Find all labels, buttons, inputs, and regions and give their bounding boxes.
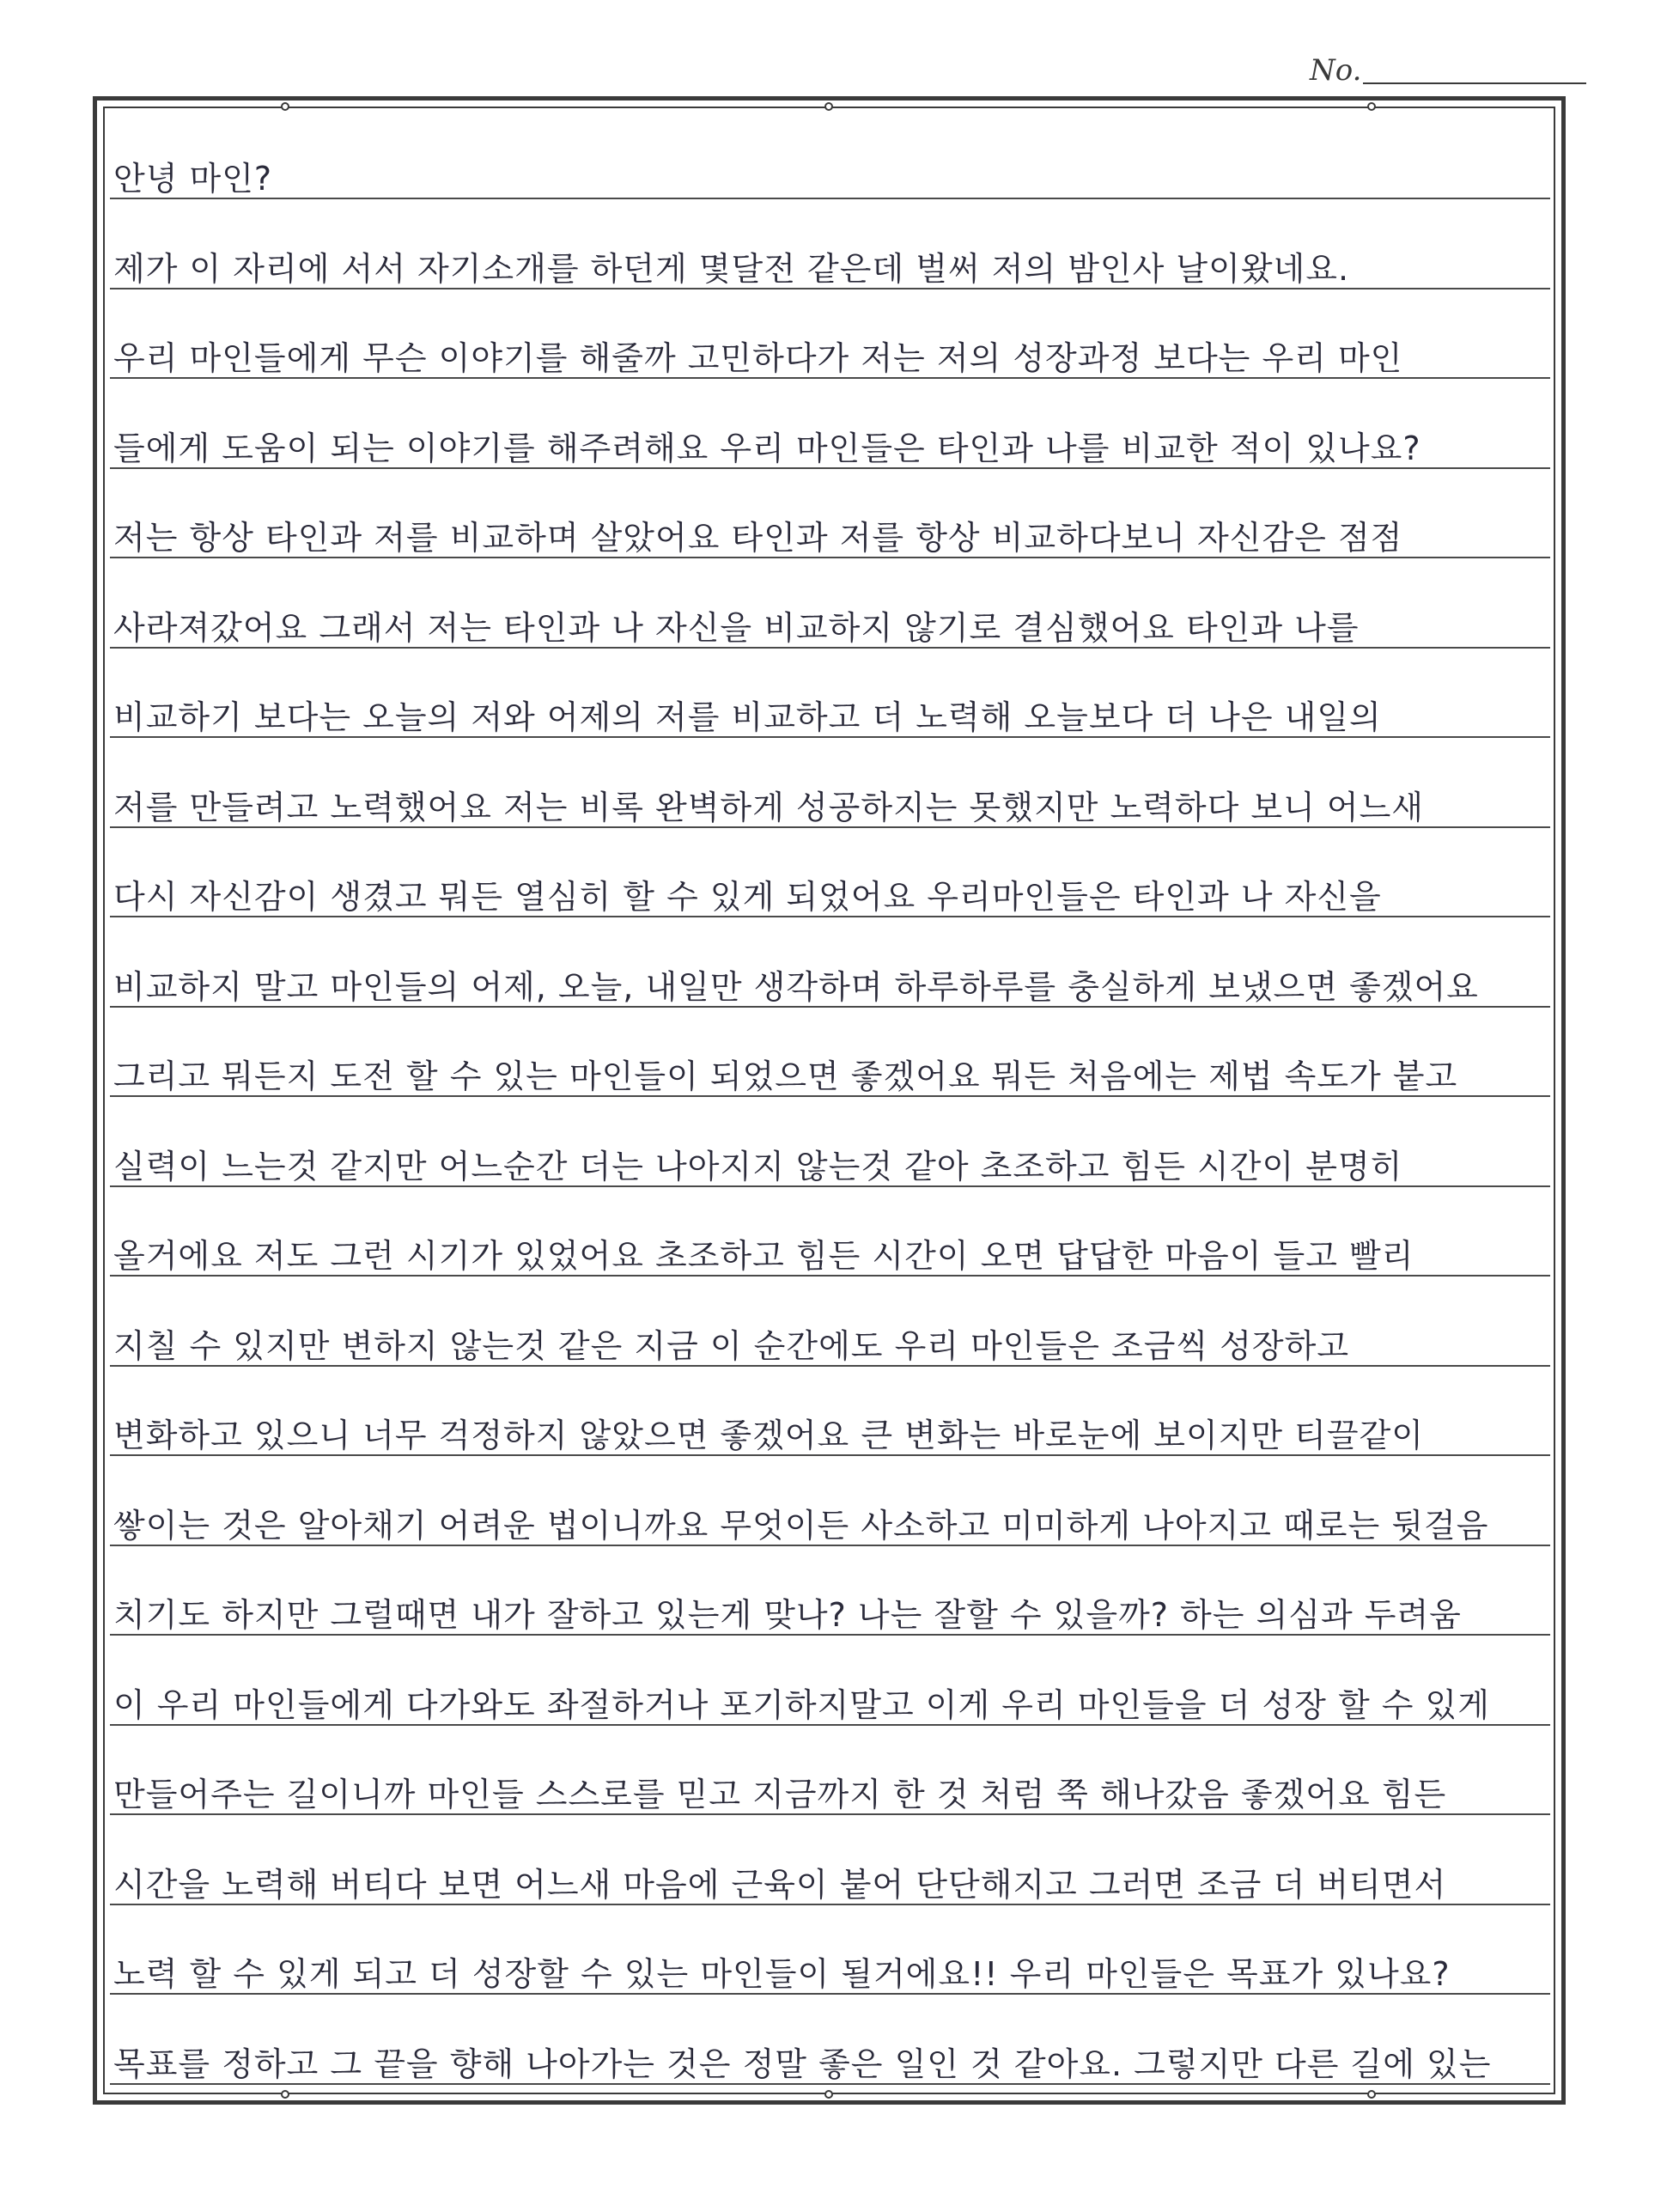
letter-line: 치기도 하지만 그럴때면 내가 잘하고 있는게 맞나? 나는 잘할 수 있을까? 하는 의심과 두려움	[113, 1596, 1462, 1634]
letter-line: 제가 이 자리에 서서 자기소개를 하던게 몇달전 같은데 벌써 저의 밤인사 날이왔네요.	[113, 250, 1350, 288]
letter-line: 실력이 느는것 같지만 어느순간 더는 나아지지 않는것 같아 초조하고 힘든 시간이 분명히	[113, 1148, 1403, 1185]
letter-line: 변화하고 있으니 너무 걱정하지 않았으면 좋겠어요 큰 변화는 바로눈에 보이지만 티끌같이	[113, 1417, 1424, 1454]
letter-line: 이 우리 마인들에게 다가와도 좌절하거나 포기하지말고 이게 우리 마인들을 더 성장 할 수 있게	[113, 1686, 1490, 1724]
letter-line: 그리고 뭐든지 도전 할 수 있는 마인들이 되었으면 좋겠어요 뭐든 처음에는 제법 속도가 붙고	[113, 1057, 1458, 1095]
frame-ornament-dot	[1367, 102, 1376, 111]
letter-line: 우리 마인들에게 무슨 이야기를 해줄까 고민하다가 저는 저의 성장과정 보다는 우리 마인	[113, 339, 1403, 377]
letter-line: 쌓이는 것은 알아채기 어려운 법이니까요 무엇이든 사소하고 미미하게 나아지고 때로는 뒷걸음	[113, 1507, 1489, 1545]
frame-ornament-dot	[1367, 2090, 1376, 2099]
letter-line: 저는 항상 타인과 저를 비교하며 살았어요 타인과 저를 항상 비교하다보니 자신감은 점점	[113, 519, 1403, 557]
page-number-label: No.	[1310, 53, 1362, 88]
letter-line: 올거에요 저도 그런 시기가 있었어요 초조하고 힘든 시간이 오면 답답한 마음이 들고 빨리	[113, 1237, 1414, 1275]
letter-line: 다시 자신감이 생겼고 뭐든 열심히 할 수 있게 되었어요 우리마인들은 타인과 나 자신을	[113, 878, 1382, 916]
letter-line: 비교하기 보다는 오늘의 저와 어제의 저를 비교하고 더 노력해 오늘보다 더 나은 내일의	[113, 698, 1382, 736]
letter-line: 안녕 마인?	[113, 160, 273, 198]
letter-line: 시간을 노력해 버티다 보면 어느새 마음에 근육이 붙어 단단해지고 그러면 조금 더 버티면서	[113, 1866, 1447, 1904]
letter-line: 비교하지 말고 마인들의 어제, 오늘, 내일만 생각하며 하루하루를 충실하게 보냈으면 좋겠어요	[113, 968, 1479, 1006]
letter-line: 들에게 도움이 되는 이야기를 해주려해요 우리 마인들은 타인과 나를 비교한 적이 있나요?	[113, 430, 1421, 467]
frame-ornament-dot	[824, 2090, 833, 2099]
letter-line: 노력 할 수 있게 되고 더 성장할 수 있는 마인들이 될거에요!! 우리 마인들은 목표가 있나요?	[113, 1955, 1451, 1993]
letter-line: 목표를 정하고 그 끝을 향해 나아가는 것은 정말 좋은 일인 것 같아요. 그렇지만 다른 길에 있는	[113, 2045, 1492, 2083]
letter-line: 저를 만들려고 노력했어요 저는 비록 완벽하게 성공하지는 못했지만 노력하다 보니 어느새	[113, 789, 1424, 826]
frame-ornament-dot	[824, 102, 833, 111]
letter-line: 사라져갔어요 그래서 저는 타인과 나 자신을 비교하지 않기로 결심했어요 타인과 나를	[113, 609, 1360, 647]
letter-line: 만들어주는 길이니까 마인들 스스로를 믿고 지금까지 한 것 처럼 쭉 해나갔음 좋겠어요 힘든	[113, 1776, 1447, 1813]
page-number-field	[1310, 53, 1567, 96]
page-number-line	[1363, 82, 1586, 84]
frame-ornament-dot	[281, 2090, 289, 2099]
letter-line: 지칠 수 있지만 변하지 않는것 같은 지금 이 순간에도 우리 마인들은 조금씩 성장하고	[113, 1327, 1350, 1365]
frame-ornament-dot	[281, 102, 289, 111]
